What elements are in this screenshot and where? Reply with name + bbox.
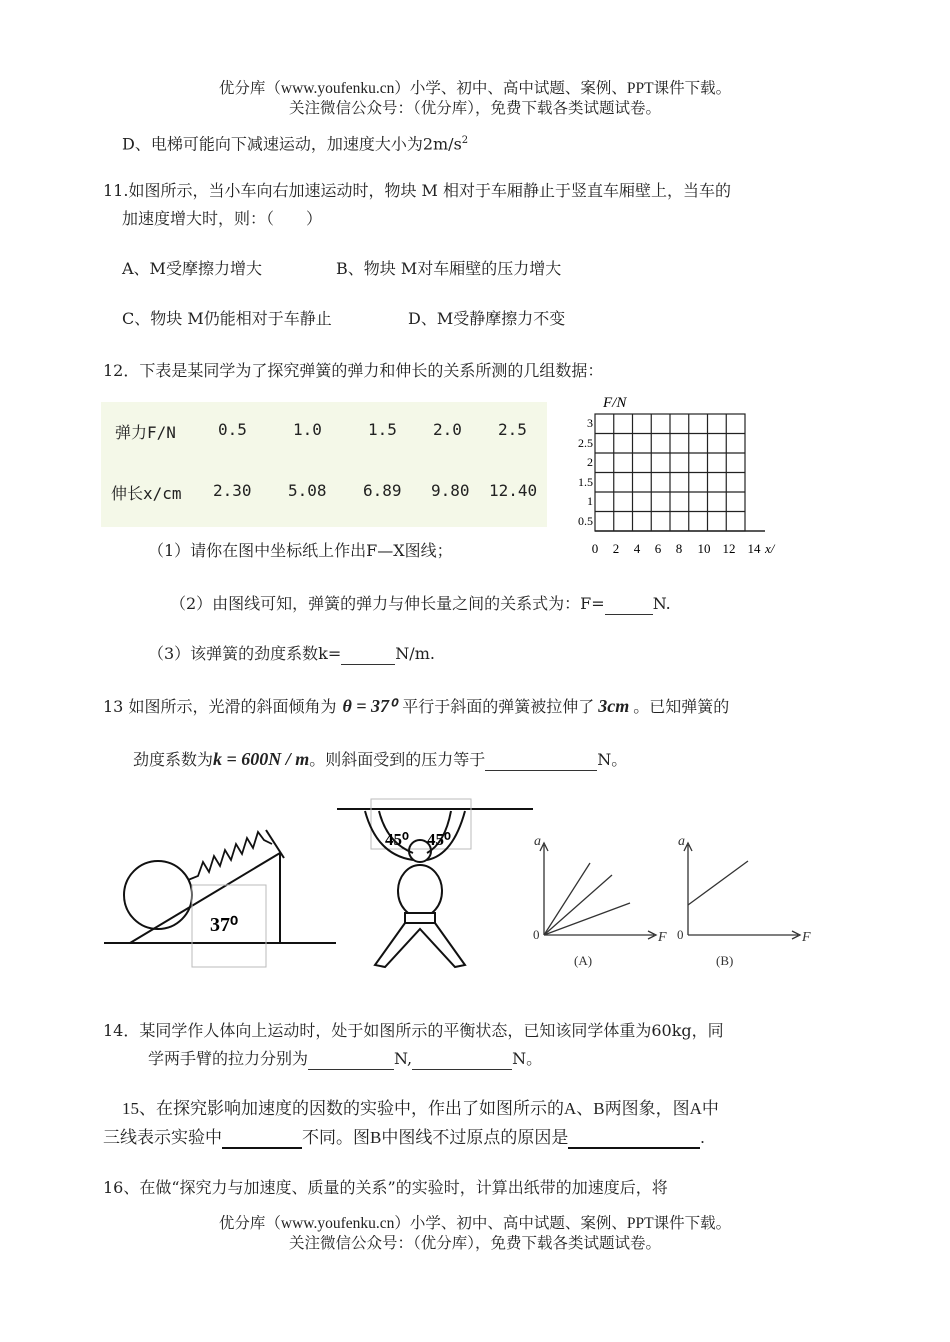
graph-b-caption: (B)	[716, 953, 734, 968]
graph-a-y-axis: a	[534, 834, 541, 849]
graph-a-x-axis: F	[658, 930, 667, 945]
q11-option-b: B、物块 M对车厢壁的压力增大	[336, 259, 562, 278]
hanging-person-figure	[335, 795, 535, 975]
incline-angle-label: 37⁰	[210, 914, 239, 936]
aF-graphs-figure	[530, 825, 820, 975]
table-cell: 6.89	[363, 481, 402, 500]
graph-b-origin: 0	[677, 927, 684, 942]
q12-stem: 12．下表是某同学为了探究弹簧的弹力和伸长的关系所测的几组数据：	[103, 361, 604, 380]
graph-x-label: x/	[765, 541, 775, 556]
table-row2-label: 伸长x/cm	[111, 484, 182, 503]
graph-a-caption: (A)	[574, 953, 593, 968]
y-tick: 2	[587, 455, 593, 469]
table-cell: 1.5	[368, 420, 397, 439]
q11-stem-line2: 加速度增大时，则：（ ）	[122, 209, 323, 228]
x-tick: 10	[697, 541, 711, 556]
q15-line1: 15、在探究影响加速度的因数的实验中，作出了如图所示的A、B两图象，图A中	[122, 1099, 719, 1118]
q15-line2: 三线表示实验中 不同。图B中图线不过原点的原因是 .	[103, 1128, 705, 1147]
graph-b-x-axis: F	[802, 930, 811, 945]
y-tick: 3	[587, 416, 593, 430]
table-cell: 12.40	[489, 481, 538, 500]
incline-figure	[100, 810, 340, 970]
q14-line2: 学两手臂的拉力分别为 N, N。	[148, 1049, 543, 1068]
footer-line-1: 优分库（www.youfenku.cn）小学、初中、高中试题、案例、PPT课件下载。	[218, 1215, 732, 1232]
y-tick: 2.5	[578, 436, 593, 450]
header-line-2: 关注微信公众号：（优分库），免费下载各类试题试卷。	[288, 100, 661, 117]
table-cell: 0.5	[218, 420, 247, 439]
x-tick: 12	[722, 541, 736, 556]
q16-line1: 16、在做“探究力与加速度、质量的关系”的实验时，计算出纸带的加速度后，将	[103, 1178, 668, 1197]
arm-angle-right: 45⁰	[427, 830, 451, 849]
y-tick: 0.5	[578, 514, 593, 528]
q10-option-d: D、电梯可能向下减速运动，加速度大小为$2m/s^2$	[122, 134, 469, 154]
graph-y-label: F/N	[603, 395, 627, 411]
table-cell: 9.80	[431, 481, 470, 500]
graph-a-origin: 0	[533, 927, 540, 942]
graph-b-y-axis: a	[678, 834, 685, 849]
table-cell: 2.5	[498, 420, 527, 439]
q11-option-d: D、M受静摩擦力不变	[408, 309, 566, 328]
footer-line-2: 关注微信公众号：（优分库），免费下载各类试题试卷。	[288, 1235, 661, 1252]
q13-line1: 13 如图所示，光滑的斜面倾角为 θ = 37⁰ 平行于斜面的弹簧被拉伸了 3cm 。已知弹簧的	[103, 696, 730, 716]
arm-angle-left: 45⁰	[385, 830, 409, 849]
x-tick: 6	[654, 541, 662, 556]
q11-option-a: A、M受摩擦力增大	[122, 259, 262, 278]
table-cell: 2.30	[213, 481, 252, 500]
x-tick: 2	[612, 541, 620, 556]
q11-stem-line1: 11.如图所示，当小车向右加速运动时，物块 M 相对于车厢静止于竖直车厢壁上，当车的	[103, 181, 732, 200]
table-cell: 5.08	[288, 481, 327, 500]
q11-option-c: C、物块 M仍能相对于车静止	[122, 309, 332, 328]
x-tick: 0	[591, 541, 599, 556]
q12-part3: （3）该弹簧的劲度系数k= N/m.	[148, 644, 435, 663]
q14-line1: 14．某同学作人体向上运动时，处于如图所示的平衡状态，已知该同学体重为60kg，同	[103, 1021, 724, 1040]
x-tick: 8	[675, 541, 683, 556]
header-line-1: 优分库（www.youfenku.cn）小学、初中、高中试题、案例、PPT课件下载。	[218, 80, 732, 97]
x-tick: 4	[633, 541, 641, 556]
x-tick: 14	[747, 541, 761, 556]
q12-data-table	[101, 402, 547, 527]
table-cell: 2.0	[433, 420, 462, 439]
table-cell: 1.0	[293, 420, 322, 439]
q12-grid-graph	[570, 390, 780, 560]
q12-part1: （1）请你在图中坐标纸上作出F—X图线；	[148, 541, 453, 560]
q12-part2: （2）由图线可知，弹簧的弹力与伸长量之间的关系式为：F= N.	[170, 594, 671, 613]
y-tick: 1	[587, 494, 593, 508]
q13-line2: 劲度系数为k = 600N / m。则斜面受到的压力等于 N。	[133, 749, 628, 769]
y-tick: 1.5	[578, 475, 593, 489]
table-row1-label: 弹力F/N	[115, 423, 176, 442]
